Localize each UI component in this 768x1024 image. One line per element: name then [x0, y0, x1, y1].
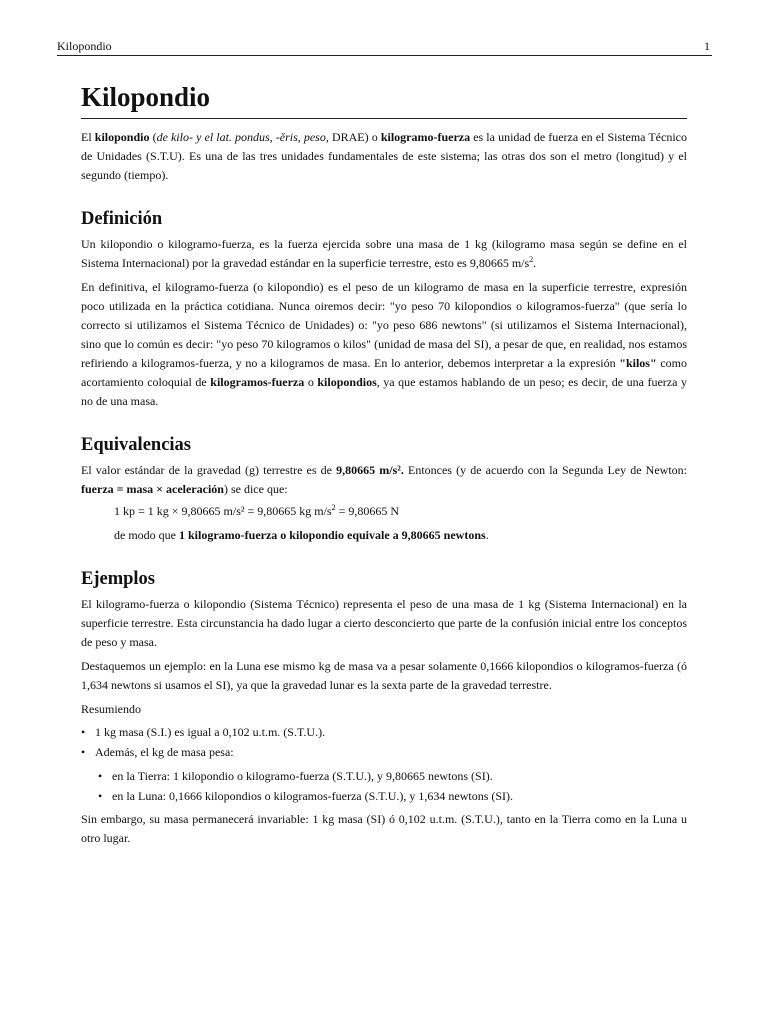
bullet-icon: •	[81, 725, 86, 739]
intro-paragraph: El kilopondio (de kilo- y el lat. pondus, -ĕris, peso, DRAE) o kilogramo-fuerza es la unidad de fuerza en el Sistema Técnico de Unidades (S.T.U). Es una de las tres unidades fundamentales de este sistema; las otras dos son el metro (longitud) y el segundo (tiempo).	[81, 130, 687, 182]
definicion-paragraph-2: En definitiva, el kilogramo-fuerza (o kilopondio) es el peso de un kilogramo de masa en la superficie terrestre, expresión poco utilizada en la práctica cotidiana. Nunca oiremos decir: "yo peso 70 kilopondios o kilogramos-fuerza" (que sería lo correcto si utilizamos el Sistema Técnico de Unidades) o: "yo peso 686 newtons" (si utilizamos el Sistema Internacional), sino que lo común es decir: "yo peso 70 kilogramos o kilos" (unidad de masa del SI), a pesar de que, en realidad, nos estamos refiriendo a kilogramos-fuerza, y no a kilogramos de masa. En lo anterior, debemos interpretar a la expresión "kilos" como acortamiento coloquial de kilogramos-fuerza o kilopondios, ya que estamos hablando de un peso; es decir, de una fuerza y no de una masa.	[81, 280, 688, 408]
weight-sublist	[81, 767, 687, 806]
section-heading-ejemplos: Ejemplos	[81, 569, 155, 589]
resumiendo-label: Resumiendo	[81, 702, 141, 716]
equivalencias-paragraph: El valor estándar de la gravedad (g) terrestre es de 9,80665 m/s². Entonces (y de acuerdo con la Segunda Ley de Newton: fuerza = masa × aceleración) se dice que:	[81, 463, 687, 496]
article-title: Kilopondio	[81, 80, 687, 119]
ejemplos-paragraph-3: Sin embargo, su masa permanecerá invariable: 1 kg masa (SI) ó 0,102 u.t.m. (S.T.U.), tanto en la Tierra como en la Luna u otro lugar.	[81, 812, 687, 845]
kp-formula: 1 kp = 1 kg × 9,80665 m/s² = 9,80665 kg $m/s^2 = 9,80665$ N	[114, 503, 400, 518]
page-number: 1	[704, 39, 710, 53]
bullet-icon: •	[98, 789, 103, 803]
equivalence-statement: de modo que 1 kilogramo-fuerza o kilopondio equivale a 9,80665 newtons.	[114, 528, 489, 542]
summary-list	[81, 723, 687, 762]
article-body	[81, 80, 687, 848]
section-heading-definicion: Definición	[81, 209, 163, 229]
term-kilogramo-fuerza: kilogramo-fuerza	[380, 130, 471, 144]
list-item: • en la Luna: 0,1666 kilopondios o kilogramos-fuerza (S.T.U.), y 1,634 newtons (SI).	[81, 787, 687, 806]
list-item: • 1 kg masa (S.I.) es igual a 0,102 u.t.m. (S.T.U.).	[81, 723, 687, 742]
ejemplos-paragraph-1: El kilogramo-fuerza o kilopondio (Sistema Técnico) representa el peso de una masa de 1 kg (Sistema Internacional) en la superficie terrestre. Esta circunstancia ha dado lugar a cierto desconcierto que parte de la confusión inicial entre los conceptos de peso y masa.	[81, 597, 687, 649]
section-heading-equivalencias: Equivalencias	[81, 435, 191, 455]
etymology: de kilo- y el lat. pondus, -ĕris, peso	[156, 130, 326, 144]
list-item: • en la Tierra: 1 kilopondio o kilogramo-fuerza (S.T.U.), y 9,80665 newtons (SI).	[81, 767, 687, 786]
header-title: Kilopondio	[57, 39, 112, 53]
running-header	[57, 38, 712, 56]
ejemplos-paragraph-2: Destaquemos un ejemplo: en la Luna ese mismo kg de masa va a pesar solamente 0,1666 kilopondios o kilogramos-fuerza (ó 1,634 newtons si usamos el SI), ya que la gravedad lunar es la sexta parte de la gravedad terrestre.	[81, 659, 687, 692]
list-item: • Además, el kg de masa pesa:	[81, 743, 687, 762]
term-kilopondio: kilopondio	[94, 130, 150, 144]
bullet-icon: •	[81, 745, 86, 759]
definicion-paragraph-1: Un kilopondio o kilogramo-fuerza, es la fuerza ejercida sobre una masa de 1 kg (kilogramo masa según se define en el Sistema Internacional) por la gravedad estándar en la superficie terrestre, esto es 9,80665 $m/s^2$.	[81, 237, 687, 270]
bullet-icon: •	[98, 769, 103, 783]
